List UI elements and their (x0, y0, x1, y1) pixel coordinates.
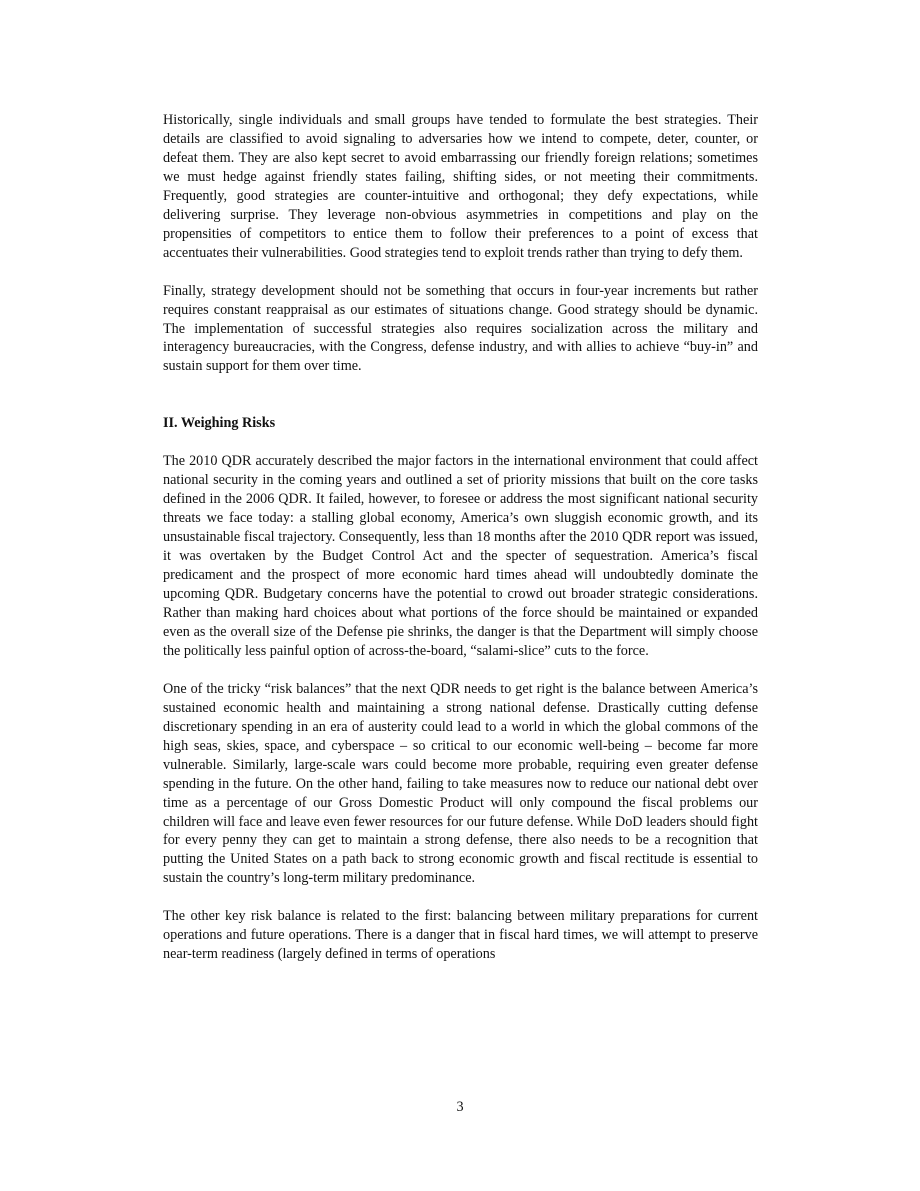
page-number: 3 (456, 1099, 464, 1115)
paragraph-strategy-formulation: Historically, single individuals and small groups have tended to formulate the best strategies. Their details are classified to avoid signaling to adversaries how we intend to compete, deter, counter, or defeat them. They are also kept secret to avoid embarrassing our friendly foreign relations; sometimes we must hedge against friendly states failing, shifting sides, or not meeting their commitments. Frequently, good strategies are counter-intuitive and orthogonal; they defy expectations, while delivering surprise. They leverage non-obvious asymmetries in competitions and play on the propensities of competitors to entice them to follow their preferences to a point of excess that accentuates their vulnerabilities. Good strategies tend to exploit trends rather than trying to defy them. (163, 112, 758, 261)
paragraph-risk-balances: One of the tricky “risk balances” that the next QDR needs to get right is the balance between America’s sustained economic health and maintaining a strong national defense. Drastically cutting defense discretionary spending in an era of austerity could lead to a world in which the global commons of the high seas, skies, space, and cyberspace – so critical to our economic well-being – become far more vulnerable. Similarly, large-scale wars could become more probable, requiring even greater defense spending in the future. On the other hand, failing to take measures now to reduce our national debt over time as a percentage of our Gross Domestic Product will only compound the fiscal problems our children will face and leave even fewer resources for our future defense. While DoD leaders should fight for every penny they can get to maintain a strong defense, there also needs to be a recognition that putting the United States on a path back to strong economic growth and fiscal rectitude is essential to sustain the country’s long-term military predominance. (163, 680, 758, 887)
document-page (163, 111, 758, 964)
paragraph-strategy-development: Finally, strategy development should not be something that occurs in four-year increments but rather requires constant reappraisal as our estimates of situations change. Good strategy should be dynamic. The implementation of successful strategies also requires socialization across the military and interagency bureaucracies, with the Congress, defense industry, and with allies to achieve “buy-in” and sustain support for them over time. (163, 282, 758, 375)
paragraph-2010-qdr: The 2010 QDR accurately described the major factors in the international environment that could affect national security in the coming years and outlined a set of priority missions that built on the core tasks defined in the 2006 QDR. It failed, however, to foresee or address the most significant national security threats we face today: a stalling global economy, America’s own sluggish economic growth, and its unsustainable fiscal trajectory. Consequently, less than 18 months after the 2010 QDR report was issued, it was overtaken by the Budget Control Act and the specter of sequestration. America’s fiscal predicament and the prospect of more economic hard times ahead will undoubtedly dominate the upcoming QDR. Budgetary concerns have the potential to crowd out broader strategic considerations. Rather than making hard choices about what portions of the force should be maintained or expanded even as the overall size of the Defense pie shrinks, the danger is that the Department will simply choose the politically less painful option of across-the-board, “salami-slice” cuts to the force. (163, 453, 758, 659)
paragraph-other-risk-balance: The other key risk balance is related to the first: balancing between military preparations for current operations and future operations. There is a danger that in fiscal hard times, we will attempt to preserve near-term readiness (largely defined in terms of operations (163, 908, 758, 963)
section-heading: II. Weighing Risks (163, 415, 276, 432)
